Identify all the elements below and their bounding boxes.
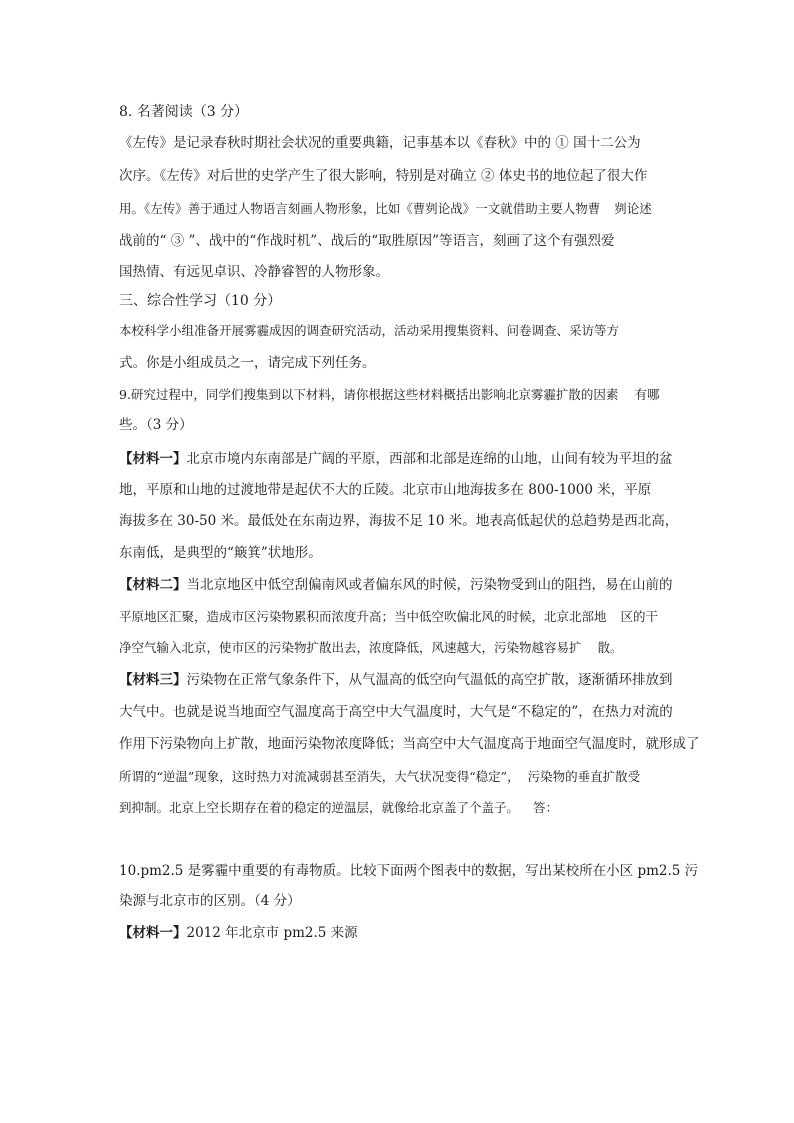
q9-material3-text-1: 污染物在正常气象条件下，从气温高的低空向气温低的高空扩散，逐渐循环排放到	[186, 672, 673, 688]
q9-material3-text-4a: 所谓的“逆温”现象，这时热力对流减弱甚至消失，大气状况变得“稳定”，	[119, 769, 520, 784]
q8-line-3-b: 刿论述	[614, 201, 652, 216]
q9-material3-line-3: 作用下污染物向上扩散，地面污染物浓度降低；当高空中大气温度高于地面空气温度时，就形成了	[119, 736, 700, 752]
q8-line-3	[119, 199, 652, 219]
q9-material2-line-2	[119, 607, 658, 627]
q9-material3-text-4b: 污染物的垂直扩散受	[527, 769, 641, 784]
q9-material2-text-3a: 净空气输入北京，使市区的污染物扩散出去，浓度降低，风速越大，污染物越容易扩	[119, 640, 582, 655]
q10-material1-line	[119, 923, 358, 943]
q9-line-2: 些。（3 分）	[119, 417, 193, 433]
q8-line-3-a: 用。《左传》善于通过人物语言刻画人物形象，比如《曹刿论战》一文就借助主要人物曹	[119, 201, 601, 216]
q9-material1-line-2: 地，平原和山地的过渡地带是起伏不大的丘陵。北京市山地海拔多在 800-1000 米，平原	[119, 482, 652, 498]
q8-title: 8. 名著阅读（3 分）	[119, 104, 249, 120]
q9-material1-line-3: 海拔多在 30-50 米。最低处在东南边界，海拔不足 10 米。地表高低起伏的总趋势是西北高，	[119, 513, 679, 529]
q9-material2-line-1	[119, 575, 673, 595]
q10-material1-text: 2012 年北京市 pm2.5 来源	[186, 925, 358, 941]
q9-material3-label: 【材料三】	[119, 672, 187, 688]
q9-material2-text-2b: 区的干	[620, 609, 659, 624]
section3-title: 三、综合性学习（10 分）	[119, 293, 282, 309]
q9-material3-line-1	[119, 670, 673, 690]
q9-material1-text-1: 北京市境内东南部是广阔的平原，西部和北部是连绵的山地，山间有较为平坦的盆	[186, 451, 673, 467]
q10-line-1: 10.pm2.5 是雾霾中重要的有毒物质。比较下面两个图表中的数据，写出某校所在小区 pm2.5 污	[119, 863, 699, 879]
q9-material3-line-5	[119, 798, 558, 818]
q9-line-1-b: 有哪	[634, 387, 660, 402]
q8-line-5: 国热情、有远见卓识、冷静睿智的人物形象。	[119, 264, 389, 280]
q10-material1-label: 【材料一】	[119, 925, 187, 941]
q9-material2-text-2a: 平原地区汇聚，造成市区污染物累积而浓度升高；当中低空吹偏北风的时候，北京北部地	[119, 609, 607, 624]
section3-intro-1: 本校科学小组准备开展雾霾成因的调查研究活动，活动采用搜集资料、问卷调查、采访等方	[119, 323, 620, 338]
q9-material2-text-3b: 散。	[597, 640, 623, 655]
q8-line-4: 战前的“ ③ ”、战中的“作战时机”、战后的“取胜原因”等语言，刻画了这个有强烈爱	[119, 233, 615, 249]
q10-line-2: 染源与北京市的区别。（4 分）	[119, 893, 301, 909]
q9-material2-label: 【材料二】	[119, 577, 187, 593]
q9-material1-line-4: 东南低，是典型的“簸箕”状地形。	[119, 545, 322, 561]
q9-line-1-a: 9.研究过程中，同学们搜集到以下材料，请你根据这些材料概括出影响北京雾霾扩散的因素	[119, 387, 619, 402]
q8-line-2: 次序。《左传》对后世的史学产生了很大影响，特别是对确立 ② 体史书的地位起了很大作	[119, 168, 648, 184]
q9-material2-text-1: 当北京地区中低空刮偏南风或者偏东风的时候，污染物受到山的阻挡，易在山前的	[186, 577, 673, 593]
q9-material1-line-1	[119, 449, 673, 469]
q9-material3-text-5: 到抑制。北京上空长期存在着的稳定的逆温层，就像给北京盖了个盖子。	[119, 800, 520, 815]
section3-intro-2: 式。你是小组成员之一，请完成下列任务。	[119, 355, 376, 371]
q9-material2-line-3	[119, 638, 623, 658]
q9-material3-line-4	[119, 767, 640, 787]
q9-answer-label: 答：	[533, 800, 559, 815]
q9-material1-label: 【材料一】	[119, 451, 187, 467]
q9-material3-line-2: 大气中。也就是说当地面空气温度高于高空中大气温度时，大气是“不稳定的”，在热力对流的	[119, 704, 673, 720]
q8-line-1: 《左传》是记录春秋时期社会状况的重要典籍，记事基本以《春秋》中的 ① 国十二公为	[119, 135, 641, 151]
q9-line-1	[119, 385, 659, 405]
